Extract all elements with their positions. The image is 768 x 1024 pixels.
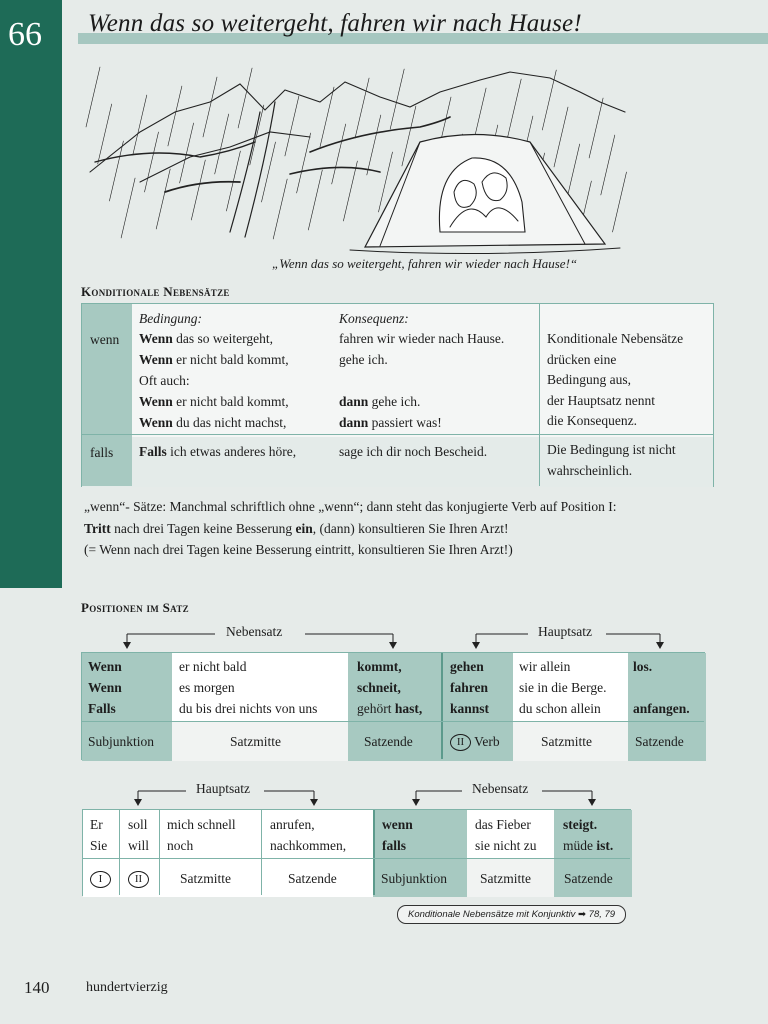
foot-middle-field: Satzmitte <box>230 734 281 749</box>
verb-cell: gehen fahren kannst <box>450 659 490 716</box>
foot-position-one: I <box>90 868 111 889</box>
middle-field-cell-2: mich schnell noch <box>167 817 236 853</box>
camping-rain-illustration <box>80 62 640 258</box>
foot-end-field-2: Satzende <box>288 871 337 886</box>
subjunction-cell: Wenn Wenn Falls <box>88 659 122 716</box>
condition-row-1: Wenn das so weitergeht, <box>139 331 273 346</box>
page-title: Wenn das so weitergeht, fahren wir nach Hause! <box>88 10 582 37</box>
cross-reference-link[interactable]: Konditionale Nebensätze mit Konjunktiv ➡ 78, 79 <box>397 905 626 924</box>
condition-row-2: Wenn er nicht bald kommt, <box>139 352 289 367</box>
note-line-3: (= Wenn nach drei Tagen keine Besserung eintritt, konsultieren Sie Ihren Arzt!) <box>84 542 513 557</box>
foot-position-two: II <box>128 868 149 889</box>
sub-end-field-cell: steigt. müde ist. <box>563 817 614 853</box>
conditional-clauses-table <box>81 303 714 487</box>
positions-table-1 <box>81 652 705 760</box>
foot-end-field: Satzende <box>364 734 413 749</box>
note-line-2: Tritt nach drei Tagen keine Besserung ein, (dann) konsultieren Sie Ihren Arzt! <box>84 520 509 536</box>
position-one-cell: Er Sie <box>90 817 108 853</box>
foot-subjunction: Subjunktion <box>88 734 155 749</box>
label-wenn: wenn <box>90 332 120 347</box>
label-falls: falls <box>90 445 114 460</box>
falls-consequence: sage ich dir noch Bescheid. <box>339 444 488 459</box>
foot-main-middle-field: Satzmitte <box>541 734 592 749</box>
note-paragraph <box>84 496 616 561</box>
explanation-wenn: Konditionale Nebensätze drücken eine Bedingung aus, der Hauptsatz nennt die Konsequenz. <box>547 331 684 428</box>
chapter-number: 66 <box>8 16 42 53</box>
foot-subjunction-2: Subjunktion <box>381 871 448 886</box>
condition-header: Bedingung: <box>139 311 202 326</box>
sub-middle-field-cell: das Fieber sie nicht zu <box>475 817 537 853</box>
end-field-cell: kommt, schneit, gehört hast, <box>357 659 423 716</box>
foot-middle-field-2: Satzmitte <box>180 871 231 886</box>
label-hauptsatz-2: Hauptsatz <box>196 781 250 796</box>
chapter-side-bar <box>0 0 62 588</box>
page-number: 140 <box>24 978 50 997</box>
main-end-field-cell: los. anfangen. <box>633 659 690 716</box>
foot-verb: II Verb <box>450 731 500 752</box>
section-heading-conditional: Konditionale Nebensätze <box>81 284 230 299</box>
consequence-row-2: gehe ich. <box>339 352 388 367</box>
position-two-circle: II <box>450 734 471 751</box>
main-middle-field-cell: wir allein sie in die Berge. du schon allein <box>519 659 607 716</box>
note-line-1: „wenn“- Sätze: Manchmal schriftlich ohne „wenn“; dann steht das konjugierte Verb auf Position I: <box>84 499 617 514</box>
position-two-cell: soll will <box>128 817 150 853</box>
end-field-cell-2: anrufen, nachkommen, <box>270 817 347 853</box>
column-divider <box>539 304 540 486</box>
condition-row-4: Wenn er nicht bald kommt, <box>139 394 289 409</box>
condition-row-3: Oft auch: <box>139 373 190 388</box>
page-number-word: hundertvierzig <box>86 980 168 995</box>
subjunction-cell-2: wenn falls <box>382 817 413 853</box>
condition-row-5: Wenn du das nicht machst, <box>139 415 287 430</box>
consequence-row-5: dann passiert was! <box>339 415 442 430</box>
arrow-right-icon: ➡ <box>578 909 587 920</box>
section-heading-positions: Positionen im Satz <box>81 600 189 615</box>
label-nebensatz-2: Nebensatz <box>472 781 529 796</box>
consequence-row-4: dann gehe ich. <box>339 394 421 409</box>
consequence-row-1: fahren wir wieder nach Hause. <box>339 331 505 346</box>
label-nebensatz-1: Nebensatz <box>226 624 283 639</box>
consequence-header: Konsequenz: <box>339 311 409 326</box>
label-hauptsatz-1: Hauptsatz <box>538 624 592 639</box>
positions-table-2 <box>82 809 631 896</box>
foot-sub-middle-field: Satzmitte <box>480 871 531 886</box>
foot-sub-end-field: Satzende <box>564 871 613 886</box>
falls-condition: Falls ich etwas anderes höre, <box>139 444 297 459</box>
illustration-caption: „Wenn das so weitergeht, fahren wir wieder nach Hause!“ <box>272 256 578 271</box>
foot-main-end-field: Satzende <box>635 734 684 749</box>
row-divider <box>82 434 713 435</box>
middle-field-cell: er nicht bald es morgen du bis drei nichts von uns <box>179 659 318 716</box>
explanation-falls: Die Bedingung ist nicht wahrscheinlich. <box>547 442 676 478</box>
